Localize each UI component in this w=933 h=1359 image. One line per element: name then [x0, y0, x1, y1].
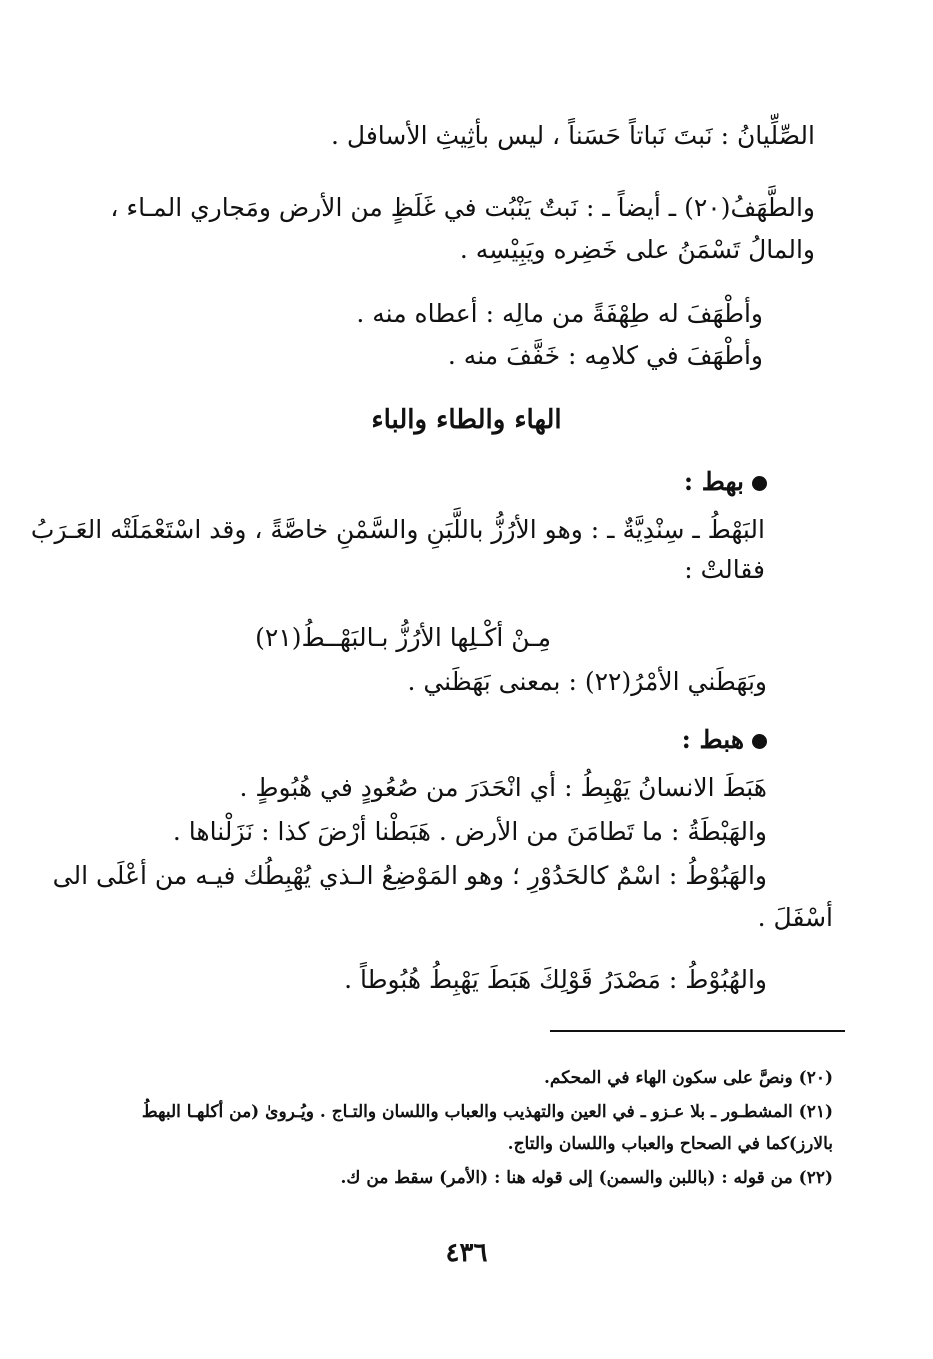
footnote: (٢٢) من قوله : (باللبن والسمن) إلى قوله هنا : (الأمر) سقط من ك. — [340, 1168, 833, 1188]
text-line: وأطْهَفَ في كلامِه : خَفَّفَ منه . — [447, 341, 763, 370]
footnote: (٢٠) ونصَّ على سكون الهاء في المحكم. — [543, 1068, 833, 1088]
text-line: وأطْهَفَ له طِهْفَةً من مالِه : أعطاه منه . — [356, 299, 763, 328]
text-line: البَهْطُ ـ سِنْدِيَّةٌ ـ : وهو الأرُزُّ باللَّبَنِ والسَّمْنِ خاصَّةً ، وقد اسْتَعْمَلَتْه العَـرَبُ — [30, 515, 765, 544]
text-line: والمالُ تَسْمَنُ على خَضِره ويَبِيْسِه . — [459, 235, 815, 264]
footnote: بالارز)كما في الصحاح والعباب واللسان والتاج. — [507, 1134, 833, 1154]
bullet-icon — [752, 476, 767, 491]
text-line: الصِّلِّيانُ : نَبتَ نَباتاً حَسَناً ، ليس بأثِيثِ الأسافل . — [331, 121, 815, 150]
page-number: ٤٣٦ — [445, 1238, 488, 1268]
text-line: والطَّهَفُ(٢٠) ـ أيضاً ـ : نَبتٌ يَنْبُت في غَلَظٍ من الأرض ومَجاري المـاء ، — [110, 193, 815, 222]
footnote: (٢١) المشطـور ـ بلا عـزو ـ في العين والتهذيب والعباب واللسان والتـاج . ويُـروىٰ (من أكلهـا البهطُ — [141, 1102, 833, 1122]
text-line: فقالتْ : — [684, 555, 765, 584]
verse-line: مِـنْ أكْـلِها الأرُزُّ بـالبَهْــطُ(٢١) — [255, 623, 551, 652]
text-line: وبَهَطَني الأمْرُ(٢٢) : بمعنى بَهَظَني . — [407, 667, 767, 696]
text-line: والهُبُوْطُ : مَصْدَرُ قَوْلِكَ هَبَطَ يَهْبِطُ هُبُوطاً . — [344, 965, 767, 994]
entry-heading-habat: هبط : — [682, 722, 767, 758]
entry-heading-bahat: بهط : — [684, 464, 767, 500]
text-line: والهَبْطَةُ : ما تَطامَنَ من الأرض . هَبَطْنا أرْضَ كذا : نَزَلْناها . — [172, 817, 767, 846]
text-line: أسْفَلَ . — [757, 903, 833, 932]
footnote-divider — [550, 1030, 845, 1032]
section-heading: الهاء والطاء والباء — [371, 405, 562, 435]
text-line: والهَبُوْطُ : اسْمٌ كالحَدُوْرِ ؛ وهو المَوْضِعُ الـذي يُهْبِطُك فيـه من أعْلَى الى — [52, 861, 767, 890]
bullet-icon — [752, 734, 767, 749]
text-line: هَبَطَ الانسانُ يَهْبِطُ : أي انْحَدَرَ من صُعُودٍ في هُبُوطٍ . — [239, 773, 767, 802]
